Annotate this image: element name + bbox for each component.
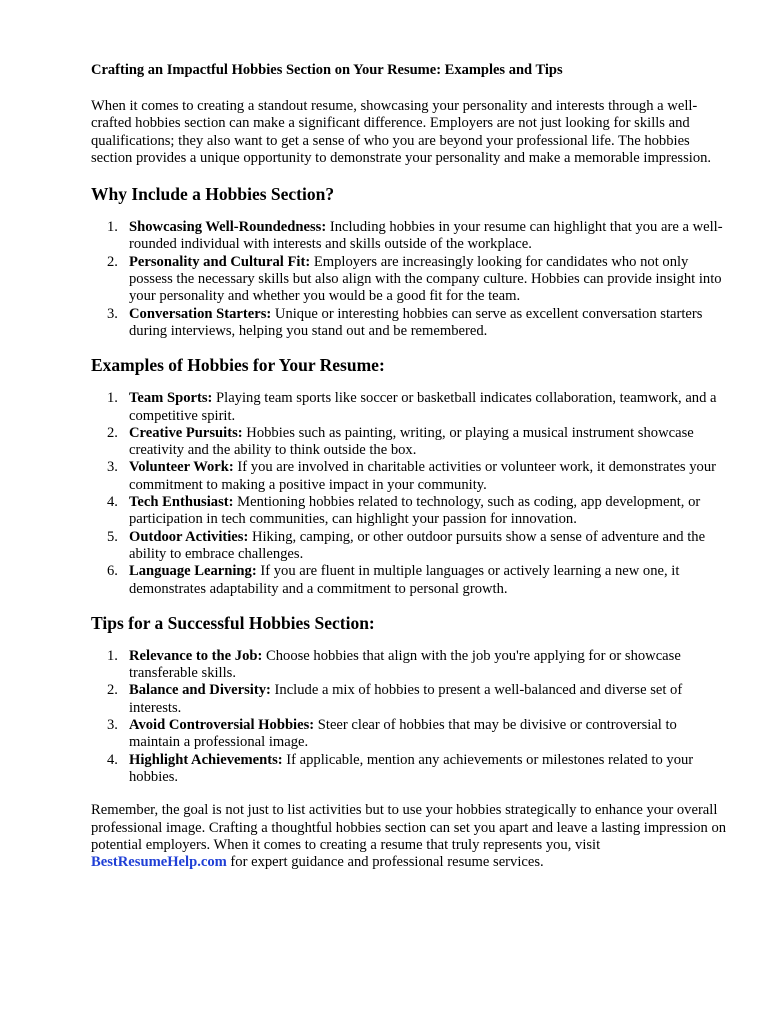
list-text: Steer clear of hobbies that may be divisive or controversial to maintain a professional image. xyxy=(129,717,677,751)
list-item xyxy=(91,563,731,598)
list-term: Language Learning: xyxy=(129,563,257,580)
list-term: Volunteer Work: xyxy=(129,459,234,476)
list-item xyxy=(91,529,731,564)
list-item xyxy=(91,306,731,341)
list-item xyxy=(91,254,731,306)
list-text: Unique or interesting hobbies can serve as excellent conversation starters during interviews, helping you stand out and be remembered. xyxy=(129,305,703,339)
list-number: 1. xyxy=(107,390,118,407)
list-text: Employers are increasingly looking for candidates who not only possess the necessary skills but also align with the company culture. Hobbies can provide insight into your personality and whether you would be a good fit for the team. xyxy=(129,253,722,305)
examples-list xyxy=(91,390,731,598)
why-heading: Why Include a Hobbies Section? xyxy=(91,184,335,205)
list-text: If you are fluent in multiple languages or actively learning a new one, it demonstrates adaptability and a commitment to personal growth. xyxy=(129,563,680,597)
list-term: Tech Enthusiast: xyxy=(129,494,234,511)
list-term: Highlight Achievements: xyxy=(129,751,283,768)
list-item xyxy=(91,682,731,717)
list-item xyxy=(91,390,731,425)
list-number: 3. xyxy=(107,305,118,322)
tips-heading: Tips for a Successful Hobbies Section: xyxy=(91,612,375,633)
list-item xyxy=(91,648,731,683)
list-text: If you are involved in charitable activities or volunteer work, it demonstrates your commitment to making a positive impact in your community. xyxy=(129,459,717,493)
list-text: Hobbies such as painting, writing, or playing a musical instrument showcase creativity and the ability to think outside the box. xyxy=(129,424,694,459)
list-term: Personality and Cultural Fit: xyxy=(129,253,311,270)
why-list xyxy=(91,219,731,340)
list-term: Outdoor Activities: xyxy=(129,528,249,545)
list-item xyxy=(91,219,731,254)
closing-text: Remember, the goal is not just to list activities but to use your hobbies strategically to enhance your overall professional image. Crafting a thoughtful hobbies section can set you apart and leave a lasting impression on potential employers. When it comes to creating a resume that truly represents you, visit xyxy=(91,802,727,853)
list-number: 3. xyxy=(107,459,118,476)
list-number: 4. xyxy=(107,751,118,768)
list-text: Choose hobbies that align with the job you're applying for or showcase transferable skills. xyxy=(129,647,681,682)
list-number: 4. xyxy=(107,494,118,511)
closing-after-link: for expert guidance and professional resume services. xyxy=(226,854,544,871)
document-page xyxy=(91,62,731,871)
closing-paragraph xyxy=(91,802,731,871)
list-text: Hiking, camping, or other outdoor pursuits show a sense of adventure and the ability to embrace challenges. xyxy=(129,528,706,562)
tips-list xyxy=(91,648,731,786)
list-term: Creative Pursuits: xyxy=(129,424,243,441)
list-term: Avoid Controversial Hobbies: xyxy=(129,717,315,734)
bestresumehelp-link[interactable]: BestResumeHelp.com xyxy=(91,854,227,871)
list-text: Playing team sports like soccer or basketball indicates collaboration, teamwork, and a competitive spirit. xyxy=(129,390,717,424)
list-term: Conversation Starters: xyxy=(129,305,272,322)
list-number: 2. xyxy=(107,424,118,441)
list-number: 3. xyxy=(107,717,118,734)
document-title: Crafting an Impactful Hobbies Section on Your Resume: Examples and Tips xyxy=(91,62,563,78)
list-number: 6. xyxy=(107,563,118,580)
list-term: Relevance to the Job: xyxy=(129,647,263,664)
list-text: Include a mix of hobbies to present a well-balanced and diverse set of interests. xyxy=(129,682,683,716)
intro-paragraph: When it comes to creating a standout resume, showcasing your personality and interests through a well-crafted hobbies section can make a significant difference. Employers are not just looking for skills and qualifications; they also want to get a sense of who you are beyond your professional life. The hobbies section provides a unique opportunity to demonstrate your personality and make a memorable impression. xyxy=(91,98,712,166)
list-item xyxy=(91,494,731,529)
list-number: 2. xyxy=(107,682,118,699)
list-term: Team Sports: xyxy=(129,390,213,407)
list-term: Showcasing Well-Roundedness: xyxy=(129,219,327,236)
list-text: Including hobbies in your resume can highlight that you are a well-rounded individual with interests and skills outside of the workplace. xyxy=(129,219,723,253)
list-item xyxy=(91,752,731,787)
list-number: 5. xyxy=(107,528,118,545)
examples-heading: Examples of Hobbies for Your Resume: xyxy=(91,355,385,376)
list-item xyxy=(91,425,731,460)
list-number: 1. xyxy=(107,647,118,664)
list-number: 1. xyxy=(107,219,118,236)
list-item xyxy=(91,717,731,752)
list-text: If applicable, mention any achievements or milestones related to your hobbies. xyxy=(129,751,694,785)
list-term: Balance and Diversity: xyxy=(129,682,271,699)
list-item xyxy=(91,459,731,494)
list-text: Mentioning hobbies related to technology, such as coding, app development, or participation in tech communities, can highlight your passion for innovation. xyxy=(129,494,701,528)
list-number: 2. xyxy=(107,253,118,270)
